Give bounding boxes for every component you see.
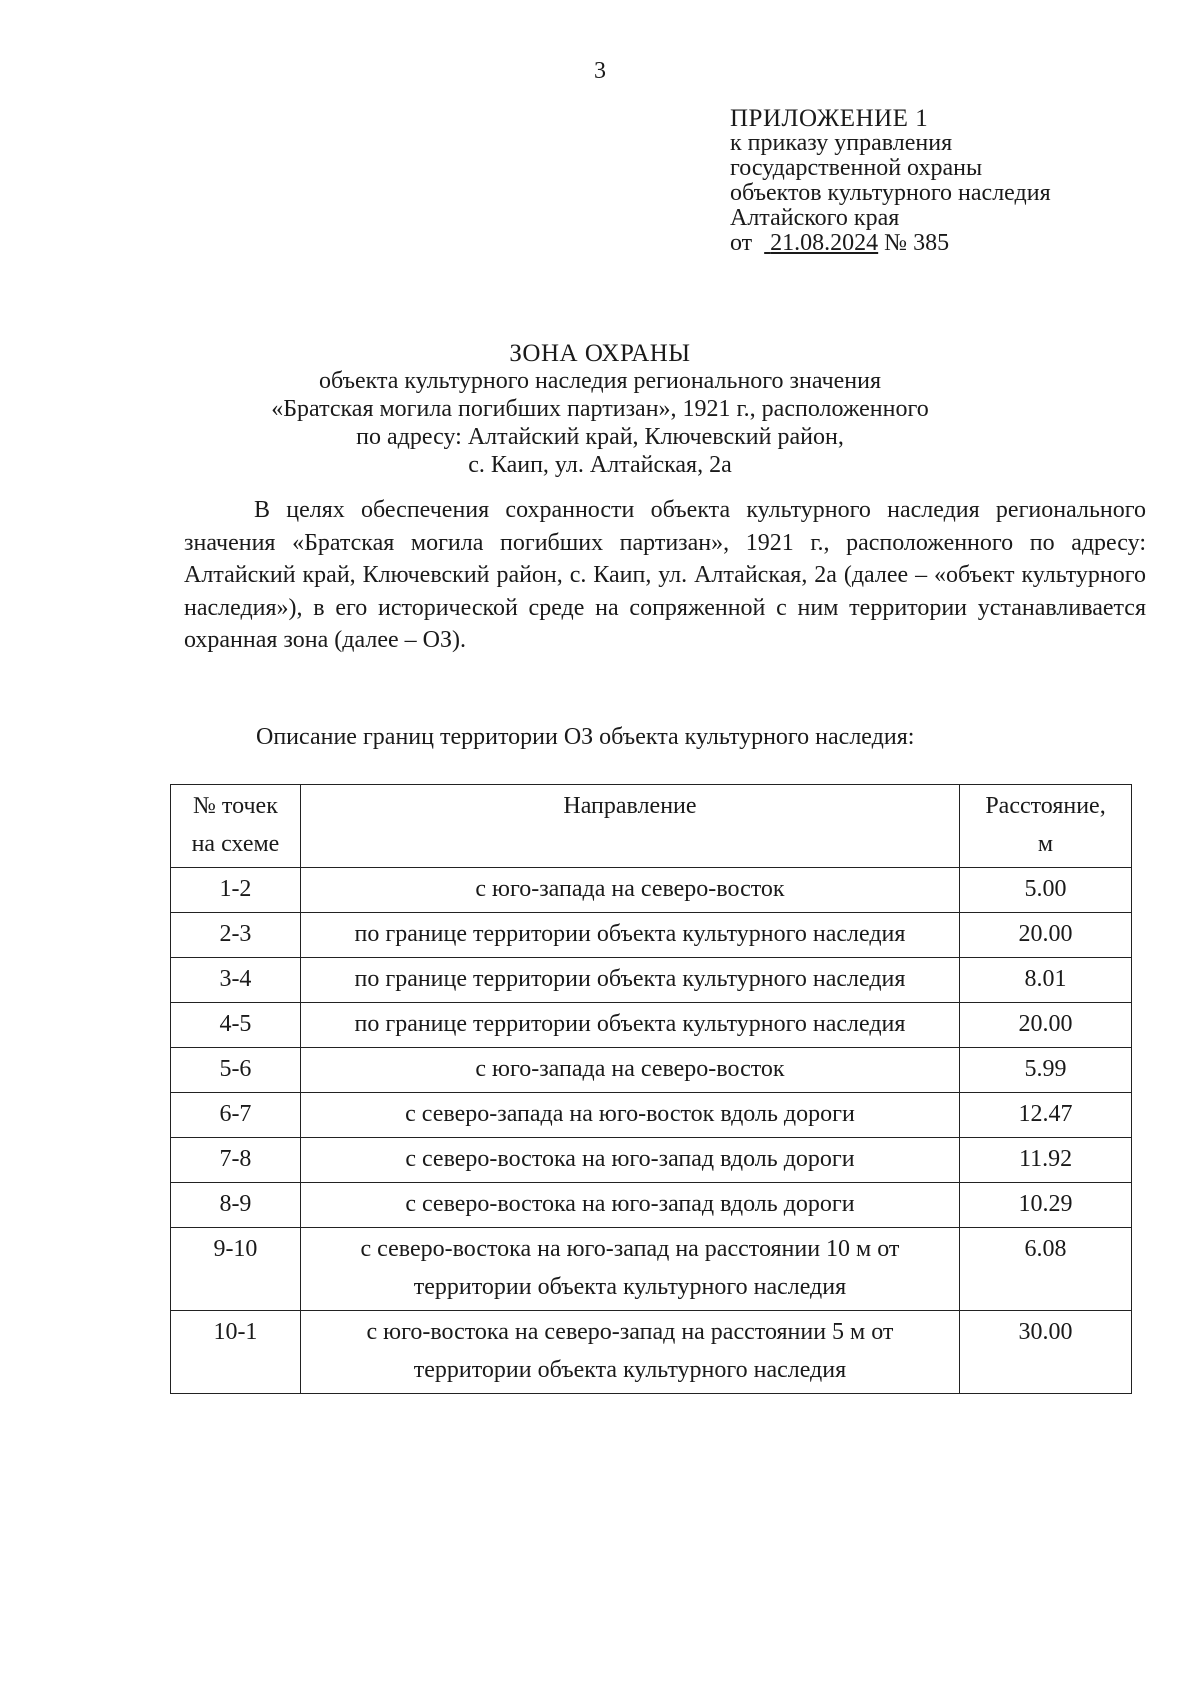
cell-points: 8-9 (171, 1183, 301, 1228)
cell-direction: с северо-запада на юго-восток вдоль дороги (300, 1093, 959, 1138)
appendix-line: к приказу управления (730, 130, 953, 156)
cell-points: 10-1 (171, 1311, 301, 1394)
zone-subtitle-line: по адресу: Алтайский край, Ключевский район, (356, 424, 844, 450)
appendix-number: № 385 (884, 230, 950, 256)
cell-points: 3-4 (171, 958, 301, 1003)
cell-points: 1-2 (171, 868, 301, 913)
cell-direction: по границе территории объекта культурного наследия (300, 1003, 959, 1048)
cell-distance: 11.92 (960, 1138, 1132, 1183)
cell-distance: 5.00 (960, 868, 1132, 913)
cell-points: 7-8 (171, 1138, 301, 1183)
cell-points: 9-10 (171, 1228, 301, 1311)
zone-title-block (0, 340, 1200, 368)
table-row (171, 1228, 1132, 1311)
table-row (171, 1183, 1132, 1228)
header-points (171, 785, 301, 868)
cell-distance: 8.01 (960, 958, 1132, 1003)
table-header-row (171, 785, 1132, 868)
table-caption: Описание границ территории ОЗ объекта культурного наследия: (256, 724, 915, 750)
header-points-line1: № точек (193, 793, 278, 819)
cell-distance: 20.00 (960, 1003, 1132, 1048)
cell-points: 5-6 (171, 1048, 301, 1093)
table-row (171, 1311, 1132, 1394)
cell-direction: с северо-востока на юго-запад вдоль дороги (300, 1138, 959, 1183)
cell-distance: 30.00 (960, 1311, 1132, 1394)
zone-subtitle-line: объекта культурного наследия регионального значения (318, 368, 882, 394)
header-distance-line2: м (1037, 831, 1054, 857)
appendix-date-prefix: от (730, 230, 753, 256)
appendix-date (764, 230, 878, 256)
zone-subtitle-line: «Братская могила погибших партизан», 1921 г., расположенного (271, 396, 929, 422)
appendix-date-value: 21.08.2024 (770, 230, 879, 256)
cell-points: 4-5 (171, 1003, 301, 1048)
table-row (171, 1093, 1132, 1138)
table-row (171, 958, 1132, 1003)
appendix-title: ПРИЛОЖЕНИЕ 1 (730, 105, 929, 132)
cell-points: 2-3 (171, 913, 301, 958)
appendix-line: объектов культурного наследия (730, 180, 1051, 206)
cell-points: 6-7 (171, 1093, 301, 1138)
zone-subtitle (0, 367, 1200, 479)
table-row (171, 913, 1132, 958)
table-row (171, 868, 1132, 913)
cell-distance: 10.29 (960, 1183, 1132, 1228)
cell-distance: 20.00 (960, 913, 1132, 958)
zone-title: ЗОНА ОХРАНЫ (509, 340, 691, 367)
boundaries-table (170, 784, 1132, 1394)
header-direction: Направление (300, 785, 959, 868)
cell-direction: с юго-запада на северо-восток (300, 1048, 959, 1093)
header-distance (960, 785, 1132, 868)
table-row (171, 1048, 1132, 1093)
appendix-block (730, 106, 1051, 256)
cell-distance: 6.08 (960, 1228, 1132, 1311)
appendix-line: Алтайского края (730, 205, 900, 231)
header-distance-line1: Расстояние, (985, 793, 1106, 819)
zone-subtitle-line: с. Каип, ул. Алтайская, 2а (468, 452, 732, 478)
cell-distance: 5.99 (960, 1048, 1132, 1093)
cell-direction: по границе территории объекта культурного наследия (300, 958, 959, 1003)
cell-direction: с юго-запада на северо-восток (300, 868, 959, 913)
table-row (171, 1003, 1132, 1048)
cell-direction: по границе территории объекта культурного наследия (300, 913, 959, 958)
appendix-line: государственной охраны (730, 155, 983, 181)
cell-direction: с юго-востока на северо-запад на расстоянии 5 м от территории объекта культурного наследия (300, 1311, 959, 1394)
table-row (171, 1138, 1132, 1183)
page-number: 3 (594, 58, 606, 84)
cell-distance: 12.47 (960, 1093, 1132, 1138)
intro-paragraph: В целях обеспечения сохранности объекта культурного наследия регионального значения «Братская могила погибших партизан», 1921 г., расположенного по адресу: Алтайский край, Ключевский район, с. Каип, ул. Алтайская, 2а (далее – «объект культурного наследия»), в его исторической среде на сопряженной с ним территории устанавливается охранная зона (далее – ОЗ). (184, 497, 1146, 653)
cell-direction: с северо-востока на юго-запад на расстоянии 10 м от территории объекта культурного наследия (300, 1228, 959, 1311)
appendix-date-line (730, 231, 1051, 256)
header-points-line2: на схеме (191, 831, 280, 857)
cell-direction: с северо-востока на юго-запад вдоль дороги (300, 1183, 959, 1228)
